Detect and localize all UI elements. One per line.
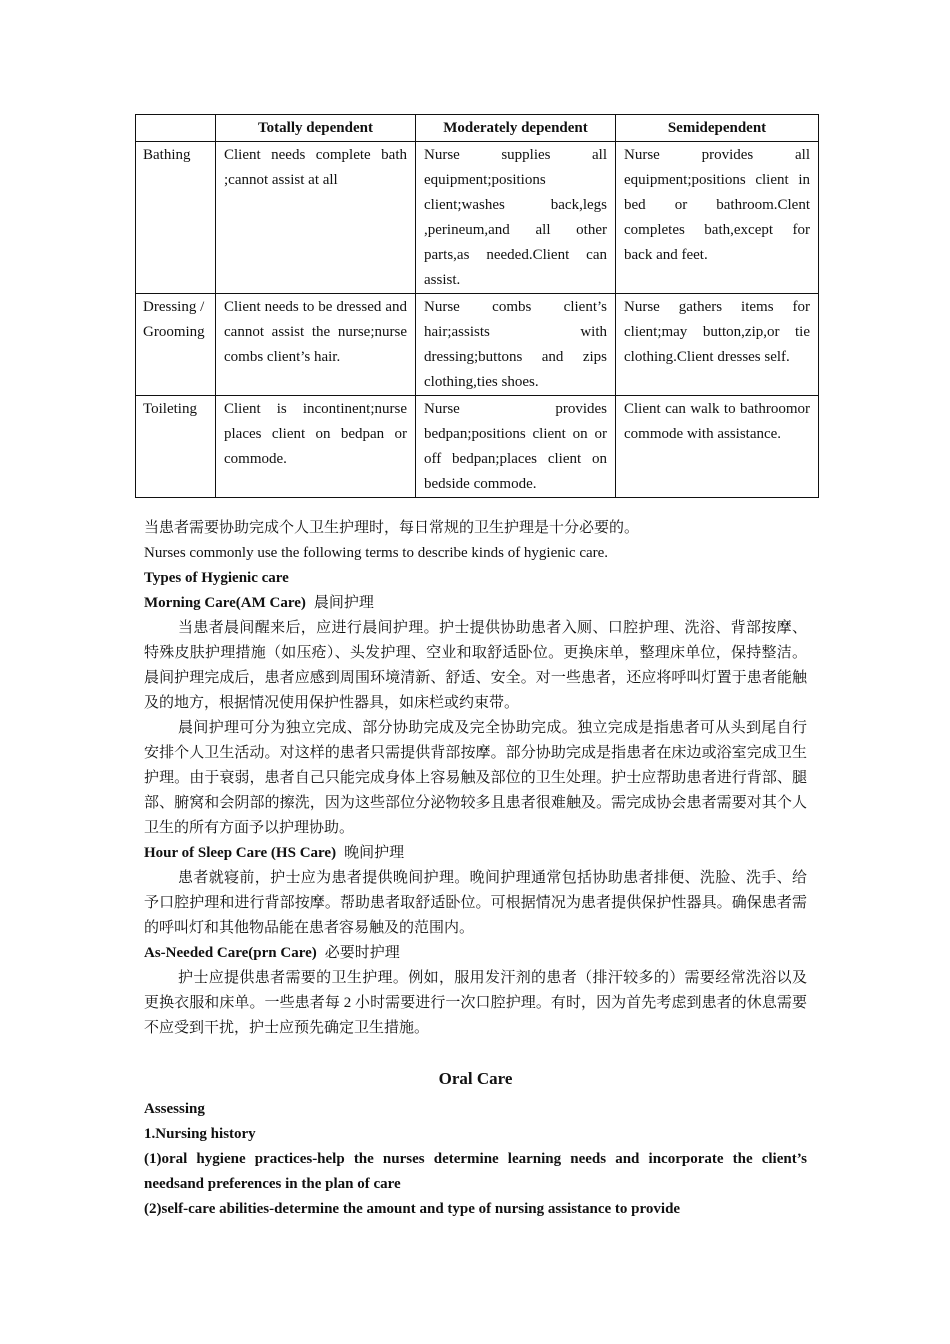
am-heading: Morning Care(AM Care) [144, 595, 306, 611]
dependency-table [135, 114, 819, 498]
table-header-row [136, 115, 819, 142]
cell-totally: Client needs complete bath ;cannot assist at all [216, 142, 416, 294]
cell-moderately: Nurse combs client’s hair;assists with dressing;buttons and zips clothing,ties shoes. [416, 294, 616, 396]
table-header-totally-dependent: Totally dependent [216, 115, 416, 142]
assessing-heading: Assessing [144, 1101, 205, 1117]
cell-semi: Client can walk to bathroomor commode with assistance. [616, 396, 819, 498]
prn-heading-zh: 必要时护理 [324, 945, 400, 961]
row-category: Toileting [136, 396, 216, 498]
hs-heading-line [144, 841, 807, 866]
self-care-item: (2)self-care abilities-determine the amount and type of nursing assistance to provide [144, 1201, 681, 1217]
table-row [136, 142, 819, 294]
row-category: Dressing /Grooming [136, 294, 216, 396]
cell-totally: Client needs to be dressed and cannot assist the nurse;nurse combs client’s hair. [216, 294, 416, 396]
am-paragraph-2: 晨间护理可分为独立完成、部分协助完成及完全协助完成。独立完成是指患者可从头到尾自行安排个人卫生活动。对这样的患者只需提供背部按摩。部分协助完成是指患者在床边或浴室完成卫生护理。由于衰弱，患者自己只能完成身体上容易触及部位的卫生处理。护士应帮助患者进行背部、腿部、腑窝和会阴部的擦洗，因为这些部位分泌物较多且患者很难触及。需完成协会患者需要对其个人卫生的所有方面予以护理协助。 [144, 720, 807, 836]
prn-heading-line [144, 941, 807, 966]
table-header-blank [136, 115, 216, 142]
am-heading-zh: 晨间护理 [313, 595, 374, 611]
row-category: Bathing [136, 142, 216, 294]
am-heading-line [144, 591, 807, 616]
nursing-history-heading: 1.Nursing history [144, 1126, 256, 1142]
hs-paragraph: 患者就寝前，护士应为患者提供晚间护理。晚间护理通常包括协助患者排便、洗脸、洗手、给予口腔护理和进行背部按摩。帮助患者取舒适卧位。可根据情况为患者提供保护性器具。确保患者需的呼叫灯和其他物品能在患者容易触及的范围内。 [144, 870, 807, 936]
cell-semi: Nurse gathers items for client;may button,zip,or tie clothing.Client dresses self. [616, 294, 819, 396]
body-text [144, 516, 807, 1222]
table-header-moderately-dependent: Moderately dependent [416, 115, 616, 142]
oral-care-title: Oral Care [438, 1069, 513, 1088]
intro-zh: 当患者需要协助完成个人卫生护理时，每日常规的卫生护理是十分必要的。 [144, 520, 640, 536]
hs-heading: Hour of Sleep Care (HS Care) [144, 845, 337, 861]
table-row [136, 396, 819, 498]
table-row [136, 294, 819, 396]
intro-en: Nurses commonly use the following terms to describe kinds of hygienic care. [144, 545, 609, 561]
cell-totally: Client is incontinent;nurse places client on bedpan or commode. [216, 396, 416, 498]
cell-moderately: Nurse supplies all equipment;positions client;washes back,legs ,perineum,and all other parts,as needed.Client can assist. [416, 142, 616, 294]
hs-heading-zh: 晚间护理 [344, 845, 405, 861]
types-heading: Types of Hygienic care [144, 570, 289, 586]
prn-heading: As-Needed Care(prn Care) [144, 945, 317, 961]
cell-semi: Nurse provides all equipment;positions client in bed or bathroom.Clent completes bath,except for back and feet. [616, 142, 819, 294]
table-header-semidependent: Semidependent [616, 115, 819, 142]
cell-moderately: Nurse provides bedpan;positions client on or off bedpan;places client on bedside commode. [416, 396, 616, 498]
am-paragraph-1: 当患者晨间醒来后，应进行晨间护理。护士提供协助患者入厕、口腔护理、洗浴、背部按摩、特殊皮肤护理措施（如压疮）、头发护理、空业和取舒适卧位。更换床单，整理床单位，保持整洁。晨间护理完成后，患者应感到周围环境清新、舒适、安全。对一些患者，还应将呼叫灯置于患者能触及的地方，根据情况使用保护性器具，如床栏或约束带。 [144, 620, 807, 711]
prn-paragraph: 护士应提供患者需要的卫生护理。例如，服用发汗剂的患者（排汗较多的）需要经常洗浴以及更换衣服和床单。一些患者每 2 小时需要进行一次口腔护理。有时，因为首先考虑到患者的休息需要不应受到干扰，护士应预先确定卫生措施。 [144, 970, 807, 1036]
oral-hygiene-item: (1)oral hygiene practices-help the nurses determine learning needs and incorporate the client’s needsand preferences in the plan of care [144, 1151, 807, 1192]
